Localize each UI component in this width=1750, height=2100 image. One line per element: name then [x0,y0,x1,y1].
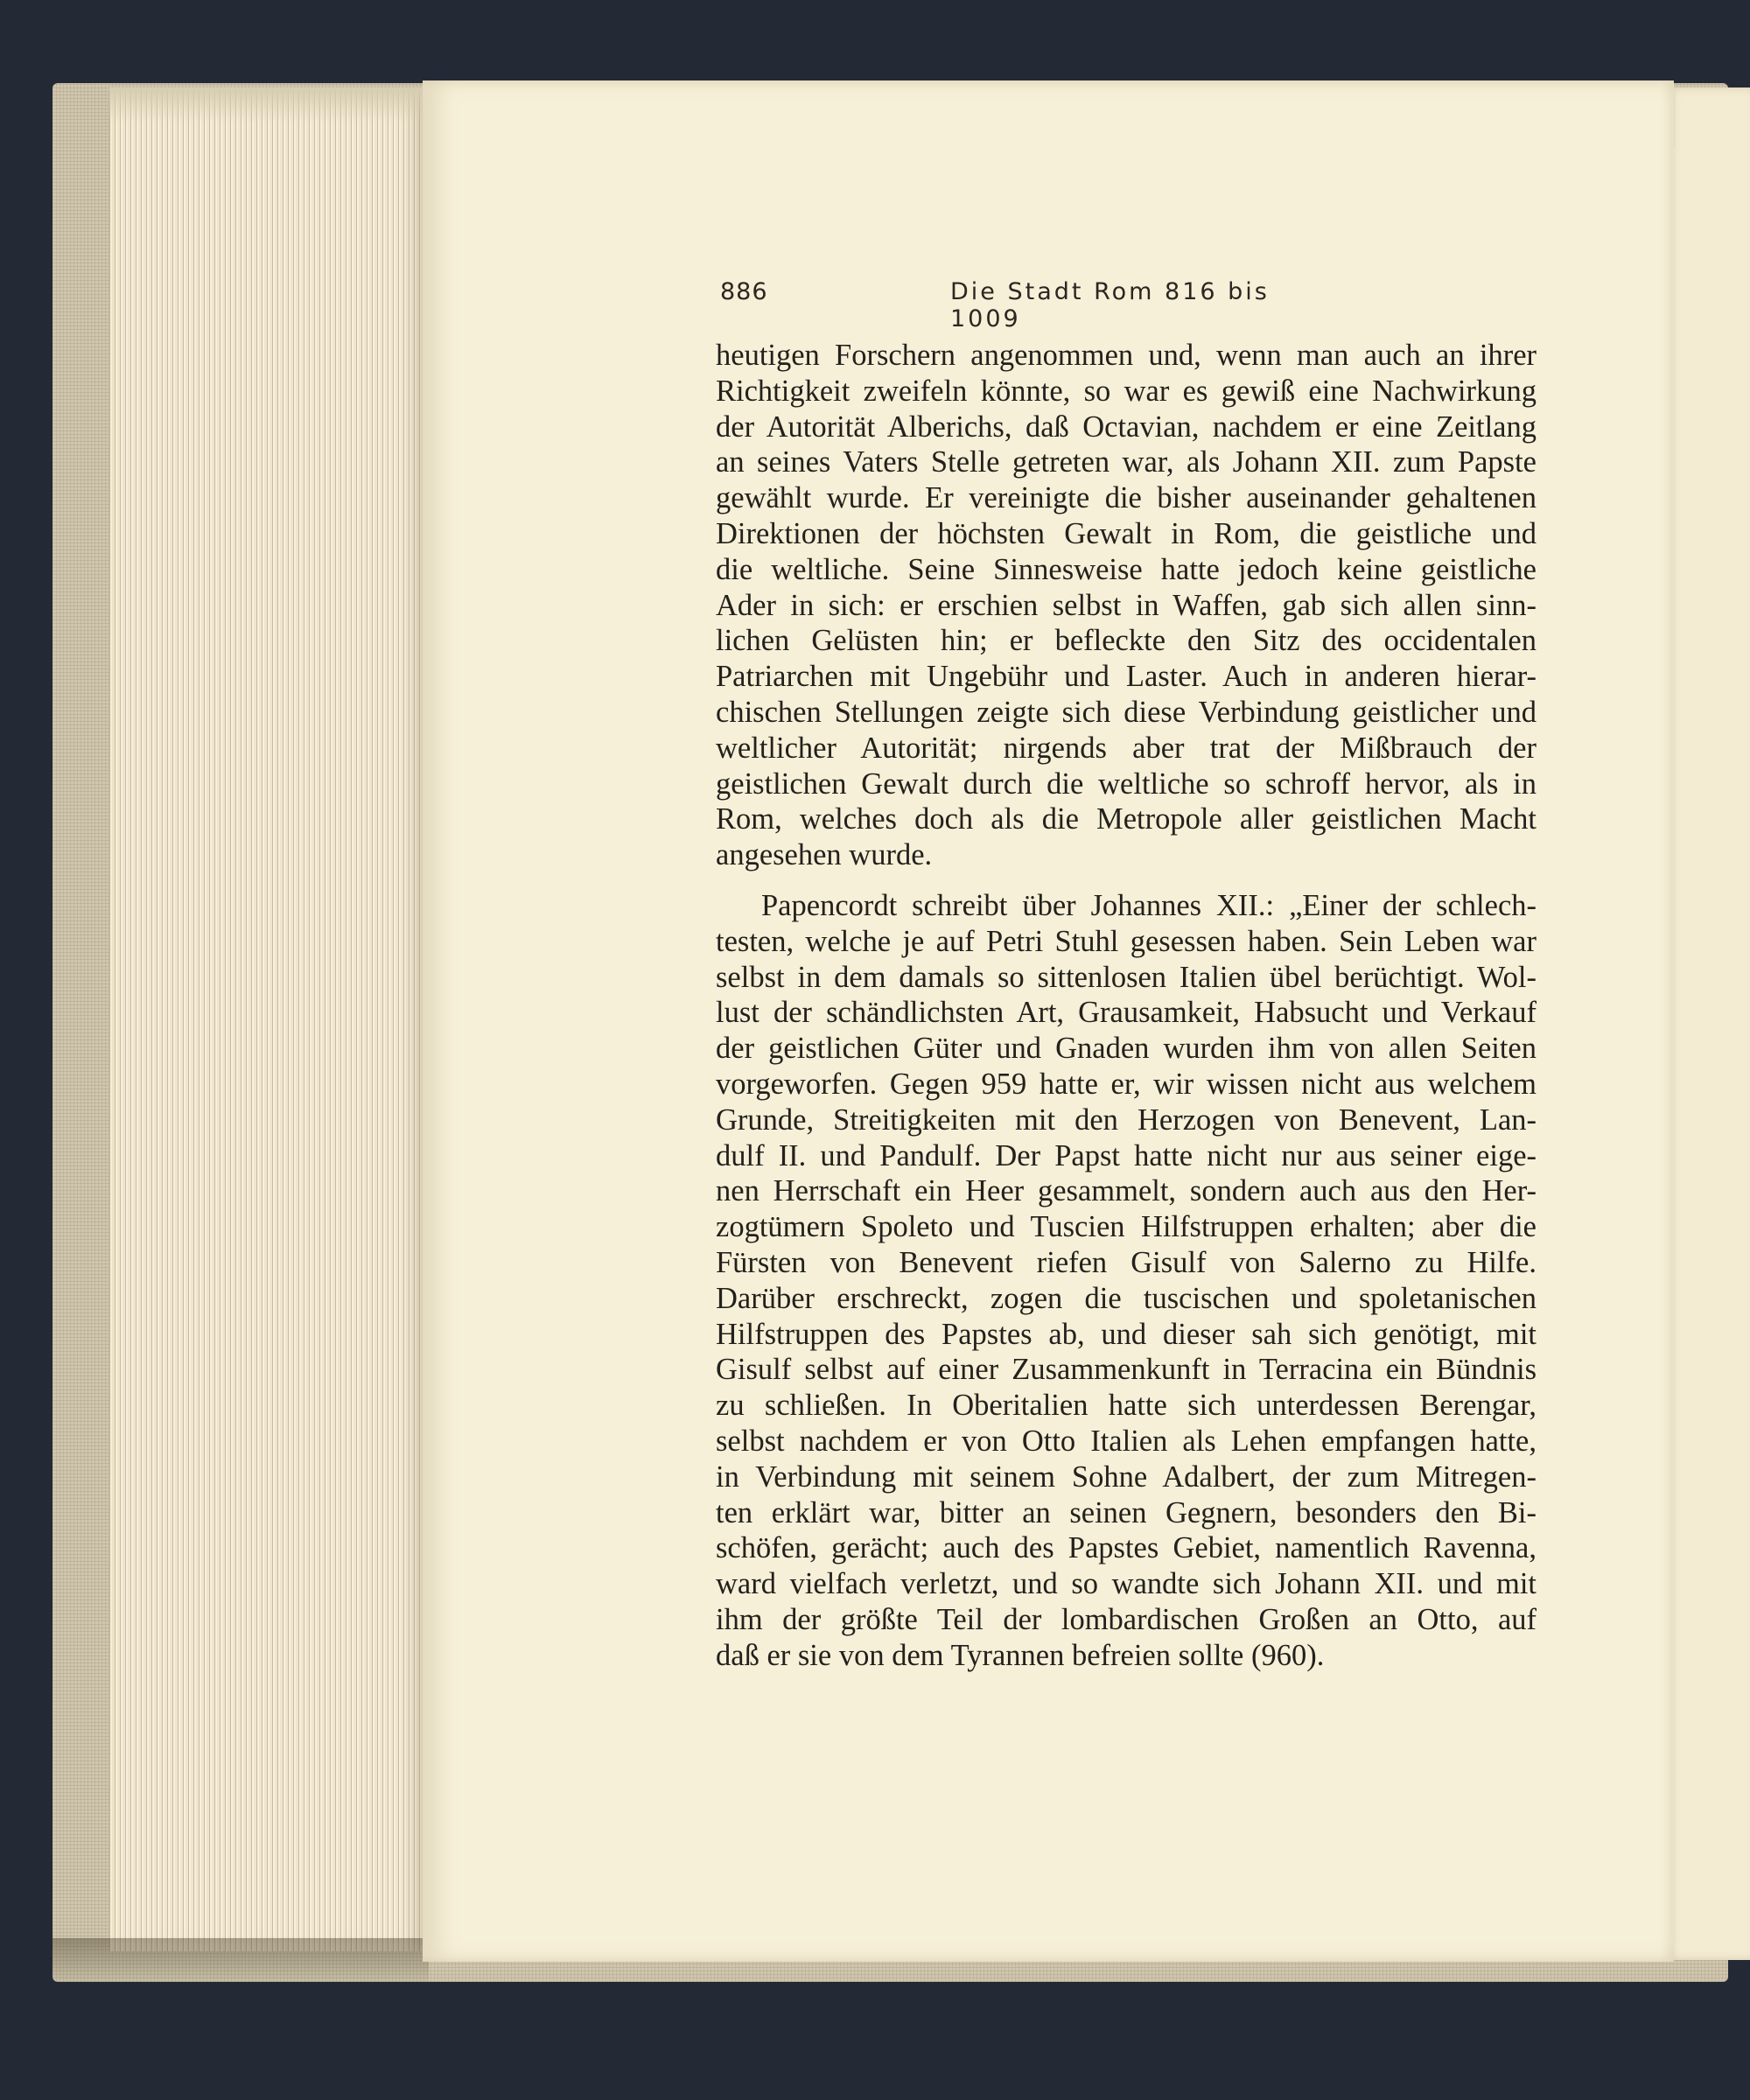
text-line: Richtigkeit zweifeln könnte, so war es gewiß eine Nachwirkung [716,374,1536,408]
text-line: an seines Vaters Stelle getreten war, als Johann XII. zum Papste [716,445,1536,480]
text-line: der Autorität Alberichs, daß Octavian, nachdem er eine Zeitlang [716,410,1536,444]
running-title: Die Stadt Rom 816 bis 1009 [950,278,1270,332]
text-line: der geistlichen Güter und Gnaden wurden ihm von allen Seiten [716,1032,1536,1066]
text-line: Gisulf selbst auf einer Zusammenkunft in Terracina ein Bündnis [716,1353,1536,1387]
text-line: lichen Gelüsten hin; er befleckte den Sitz des occidentalen [716,624,1536,658]
text-line: nen Herrschaft ein Heer gesammelt, sondern auch aus den Her- [716,1174,1536,1208]
text-line: dulf II. und Pandulf. Der Papst hatte nicht nur aus seiner eige- [716,1138,1536,1172]
text-line: zu schließen. In Oberitalien hatte sich unterdessen Berengar, [716,1389,1536,1423]
text-line: Ader in sich: er erschien selbst in Waffen, gab sich allen sinn- [716,588,1536,622]
body-text [716,338,1536,1673]
text-line: Papencordt schreibt über Johannes XII.: „Einer der schlech- [761,888,1536,922]
text-line: Fürsten von Benevent riefen Gisulf von Salerno zu Hilfe. [716,1245,1536,1279]
text-line: Darüber erschreckt, zogen die tuscischen und spoletanischen [716,1281,1536,1315]
text-line: chischen Stellungen zeigte sich diese Verbindung geistlicher und [716,695,1536,729]
text-line: gewählt wurde. Er vereinigte die bisher auseinander gehaltenen [716,481,1536,515]
text-line: Patriarchen mit Ungebühr und Laster. Auch in anderen hierar- [716,660,1536,694]
cover-bottom-shadow [52,1938,429,1982]
text-line: Hilfstruppen des Papstes ab, und dieser sah sich genötigt, mit [716,1317,1536,1351]
text-line: ten erklärt war, bitter an seinen Gegnern, besonders den Bi- [716,1495,1536,1530]
text-line: in Verbindung mit seinem Sohne Adalbert, der zum Mitregen- [716,1460,1536,1494]
facing-page-fold [1673,94,1727,147]
page-block-edges [109,88,424,1951]
text-line: angesehen wurde. [716,838,933,872]
text-line: heutigen Forschern angenommen und, wenn man auch an ihrer [716,339,1536,372]
text-line: testen, welche je auf Petri Stuhl gesessen haben. Sein Leben war [716,924,1536,958]
facing-page-edge [1667,88,1750,1960]
text-line: selbst nachdem er von Otto Italien als Lehen empfangen hatte, [716,1424,1536,1458]
text-line: Grunde, Streitigkeiten mit den Herzogen von Benevent, Lan- [716,1102,1536,1137]
paragraph [716,888,1536,1674]
text-line: weltlicher Autorität; nirgends aber trat der Mißbrauch der [716,731,1536,765]
text-line: Direktionen der höchsten Gewalt in Rom, die geistliche und [716,516,1536,550]
text-line: die weltliche. Seine Sinnesweise hatte jedoch keine geistliche [716,552,1536,586]
text-line: schöfen, gerächt; auch des Papstes Gebiet, namentlich Ravenna, [716,1531,1536,1565]
running-head [720,278,1308,332]
text-line: ward vielfach verletzt, und so wandte sich Johann XII. und mit [716,1567,1536,1601]
paragraph-gap [716,873,1536,888]
paragraph [716,338,1536,873]
page-number: 886 [720,278,768,305]
text-line: geistlichen Gewalt durch die weltliche so schroff hervor, als in [716,766,1536,801]
text-line: zogtümern Spoleto und Tuscien Hilfstruppen erhalten; aber die [716,1210,1536,1244]
page-edges-top-shade [109,88,424,122]
text-line: daß er sie von dem Tyrannen befreien sollte (960). [716,1638,1325,1672]
text-line: vorgeworfen. Gegen 959 hatte er, wir wissen nicht aus welchem [716,1067,1536,1101]
text-line: Rom, welches doch als die Metropole aller geistlichen Macht [716,802,1536,836]
text-line: selbst in dem damals so sittenlosen Italien übel berüchtigt. Wol- [716,960,1536,994]
text-line: lust der schändlichsten Art, Grausamkeit, Habsucht und Verkauf [716,996,1536,1030]
text-line: ihm der größte Teil der lombardischen Großen an Otto, auf [716,1602,1536,1636]
